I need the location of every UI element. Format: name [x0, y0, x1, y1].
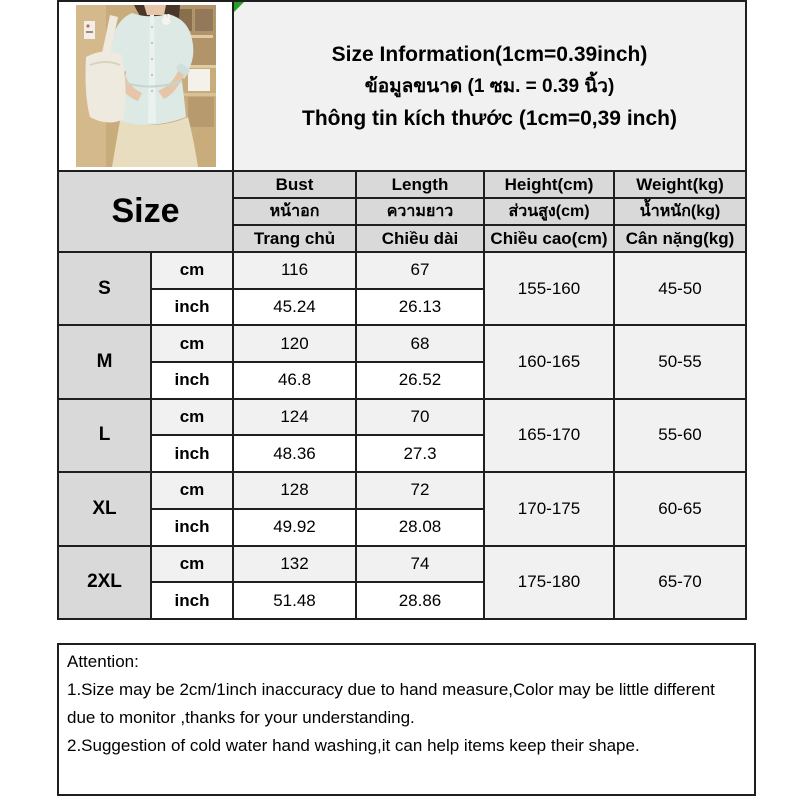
table-row: [58, 399, 746, 436]
size-label-m: M: [58, 325, 151, 398]
length-cm-value: 74: [356, 546, 484, 583]
col-header-height-th: ส่วนสูง(cm): [484, 198, 614, 225]
col-header-weight-vi: Cân nặng(kg): [614, 225, 746, 252]
col-header-height-vi: Chiều cao(cm): [484, 225, 614, 252]
col-header-bust-th: หน้าอก: [233, 198, 356, 225]
length-inch-value: 28.86: [356, 582, 484, 619]
unit-inch: inch: [151, 289, 233, 326]
col-header-bust-vi: Trang chủ: [233, 225, 356, 252]
weight-value: 45-50: [614, 252, 746, 325]
bust-cm-value: 120: [233, 325, 356, 362]
unit-cm: cm: [151, 472, 233, 509]
attention-line-2: 2.Suggestion of cold water hand washing,it can help items keep their shape.: [67, 736, 640, 755]
size-table: [57, 0, 747, 620]
attention-line-1: 1.Size may be 2cm/1inch inaccuracy due to hand measure,Color may be little different due to monitor ,thanks for your understanding.: [67, 680, 715, 727]
bust-inch-value: 48.36: [233, 435, 356, 472]
weight-value: 50-55: [614, 325, 746, 398]
unit-inch: inch: [151, 435, 233, 472]
col-header-weight-th: น้ำหนัก(kg): [614, 198, 746, 225]
size-label-s: S: [58, 252, 151, 325]
height-value: 160-165: [484, 325, 614, 398]
unit-inch: inch: [151, 509, 233, 546]
col-header-length-en: Length: [356, 171, 484, 198]
bust-inch-value: 45.24: [233, 289, 356, 326]
bust-inch-value: 51.48: [233, 582, 356, 619]
col-header-length-vi: Chiều dài: [356, 225, 484, 252]
table-row: [58, 472, 746, 509]
size-label-2xl: 2XL: [58, 546, 151, 619]
unit-cm: cm: [151, 546, 233, 583]
unit-cm: cm: [151, 399, 233, 436]
unit-cm: cm: [151, 325, 233, 362]
bust-inch-value: 46.8: [233, 362, 356, 399]
attention-note: [57, 643, 756, 796]
length-inch-value: 28.08: [356, 509, 484, 546]
col-header-height-en: Height(cm): [484, 171, 614, 198]
weight-value: 65-70: [614, 546, 746, 619]
length-cm-value: 72: [356, 472, 484, 509]
product-photo: [76, 5, 216, 167]
height-value: 170-175: [484, 472, 614, 545]
length-inch-value: 26.13: [356, 289, 484, 326]
length-cm-value: 68: [356, 325, 484, 362]
height-value: 165-170: [484, 399, 614, 472]
bust-cm-value: 124: [233, 399, 356, 436]
length-inch-value: 27.3: [356, 435, 484, 472]
unit-inch: inch: [151, 362, 233, 399]
title-english: Size Information(1cm=0.39inch): [331, 42, 648, 66]
unit-inch: inch: [151, 582, 233, 619]
title-cell: [233, 1, 746, 171]
size-label-xl: XL: [58, 472, 151, 545]
weight-value: 60-65: [614, 472, 746, 545]
bust-cm-value: 128: [233, 472, 356, 509]
size-label-l: L: [58, 399, 151, 472]
bust-cm-value: 132: [233, 546, 356, 583]
corner-marker-icon: [234, 2, 244, 12]
weight-value: 55-60: [614, 399, 746, 472]
bust-cm-value: 116: [233, 252, 356, 289]
length-cm-value: 70: [356, 399, 484, 436]
length-cm-value: 67: [356, 252, 484, 289]
title-vietnamese: Thông tin kích thước (1cm=0,39 inch): [302, 106, 677, 130]
title-thai: ข้อมูลขนาด (1 ซม. = 0.39 นิ้ว): [364, 75, 615, 97]
col-header-length-th: ความยาว: [356, 198, 484, 225]
table-row: [58, 546, 746, 583]
length-inch-value: 26.52: [356, 362, 484, 399]
col-header-weight-en: Weight(kg): [614, 171, 746, 198]
table-row: [58, 325, 746, 362]
col-header-bust-en: Bust: [233, 171, 356, 198]
attention-heading: Attention:: [67, 652, 139, 671]
product-photo-cell: [58, 1, 233, 171]
size-header-cell: Size: [58, 171, 233, 252]
unit-cm: cm: [151, 252, 233, 289]
height-value: 155-160: [484, 252, 614, 325]
table-row: [58, 252, 746, 289]
bust-inch-value: 49.92: [233, 509, 356, 546]
height-value: 175-180: [484, 546, 614, 619]
